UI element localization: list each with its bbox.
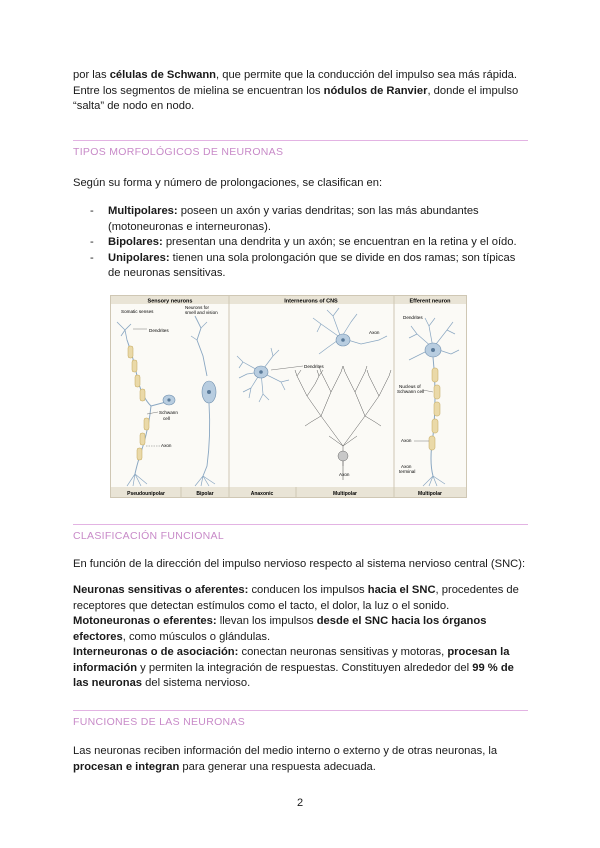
label-schwann-cell: Schwann cell bbox=[397, 389, 425, 394]
intro-text: , donde el impulso bbox=[427, 84, 519, 97]
label-somatic-senses: Somatic senses bbox=[121, 309, 154, 314]
bipolar-neuron bbox=[191, 316, 216, 486]
neuron-types-figure bbox=[110, 295, 467, 498]
pseudounipolar-neuron bbox=[117, 322, 175, 486]
section-heading-clasificacion: CLASIFICACIÓN FUNCIONAL bbox=[73, 530, 225, 542]
intro-bold-ranvier: nódulos de Ranvier bbox=[323, 84, 428, 97]
section-heading-tipos: TIPOS MORFOLÓGICOS DE NEURONAS bbox=[73, 146, 284, 158]
list-item: - Bipolares: presentan una dendrita y un axón; se encuentran en la retina y el oído. bbox=[90, 235, 520, 251]
label-axon-sensory: Axon bbox=[161, 443, 172, 448]
section-divider bbox=[73, 524, 528, 525]
label-smell-vision: smell and vision bbox=[185, 310, 218, 315]
functional-classification: Neuronas sensitivas o aferentes: conducen los impulsos hacia el SNC, procedentes de receptores que detectan estímulos como el tacto, el dolor, la luz o el sonido. Motoneuronas o eferentes: llevan los impulsos desde el SNC hacia los órganos efectores, como músculos o glándulas. Interneuronas o de asociación: conectan neuronas sensitivas y motoras, procesan la información y permiten la integración de respuestas. Constituyen alrededor del 99 % de las neuronas del sistema nervioso. bbox=[73, 584, 519, 689]
section2-lead: En función de la dirección del impulso nervioso respecto al sistema nervioso central (SNC): bbox=[73, 558, 526, 570]
label-axon-terminal-2: terminal bbox=[399, 469, 416, 474]
neuron-types-list bbox=[90, 204, 520, 282]
label-dendrites-interneuron: Dendrites bbox=[304, 364, 324, 369]
intro-text: , que permite que la conducción del impulso sea más rápida. bbox=[216, 69, 518, 81]
neuron-illustration bbox=[111, 296, 466, 497]
label-axon-purkinje: Axon bbox=[339, 472, 350, 477]
panel-title-interneurons: Interneurons of CNS bbox=[284, 298, 338, 305]
intro-text: Entre los segmentos de mielina se encuentran los bbox=[73, 84, 324, 97]
page-number: 2 bbox=[296, 797, 304, 809]
label-dendrites-efferent: Dendrites bbox=[403, 315, 423, 320]
label-nucleus-of: Nucleus of bbox=[399, 384, 421, 389]
intro-text: por las bbox=[73, 69, 110, 81]
label-neurons-for: Neurons for bbox=[185, 305, 210, 310]
bottom-label-bipolar: Bipolar bbox=[196, 491, 214, 497]
label-dendrites-sensory: Dendrites bbox=[149, 328, 169, 333]
efferent-neuron bbox=[409, 318, 459, 486]
section-divider bbox=[73, 140, 528, 141]
panel-title-sensory: Sensory neurons bbox=[147, 298, 193, 305]
list-item: - Multipolares: poseen un axón y varias dendritas; son las más abundantes (motoneuronas e interneuronas). bbox=[90, 204, 520, 235]
bottom-label-pseudounipolar: Pseudounipolar bbox=[127, 491, 165, 497]
bottom-label-multipolar: Multipolar bbox=[333, 491, 357, 497]
section-heading-funciones: FUNCIONES DE LAS NEURONAS bbox=[73, 716, 246, 728]
label-schwann: Schwann bbox=[159, 410, 178, 415]
label-axon-interneuron: Axon bbox=[369, 330, 380, 335]
label-axon-terminal-1: Axon bbox=[401, 464, 412, 469]
label-axon-efferent: Axon bbox=[401, 438, 412, 443]
section1-lead: Según su forma y número de prolongaciones, se clasifican en: bbox=[73, 177, 383, 189]
section-divider bbox=[73, 710, 528, 711]
bottom-label-anaxonic: Anaxonic bbox=[250, 491, 274, 497]
intro-paragraph bbox=[73, 68, 528, 115]
bottom-label-multipolar-efferent: Multipolar bbox=[418, 491, 442, 497]
intro-bold-schwann: células de Schwann bbox=[109, 69, 217, 81]
intro-text: “salta” de nodo en nodo. bbox=[73, 100, 195, 112]
panel-title-efferent: Efferent neuron bbox=[409, 298, 451, 305]
label-cell: cell bbox=[163, 416, 170, 421]
list-item: - Unipolares: tienen una sola prolongación que se divide en dos ramas; son típicas de neuronas sensitivas. bbox=[90, 251, 520, 282]
section3-paragraph: Las neuronas reciben información del medio interno o externo y de otras neuronas, la procesan e integran para generar una respuesta adecuada. bbox=[73, 745, 498, 773]
